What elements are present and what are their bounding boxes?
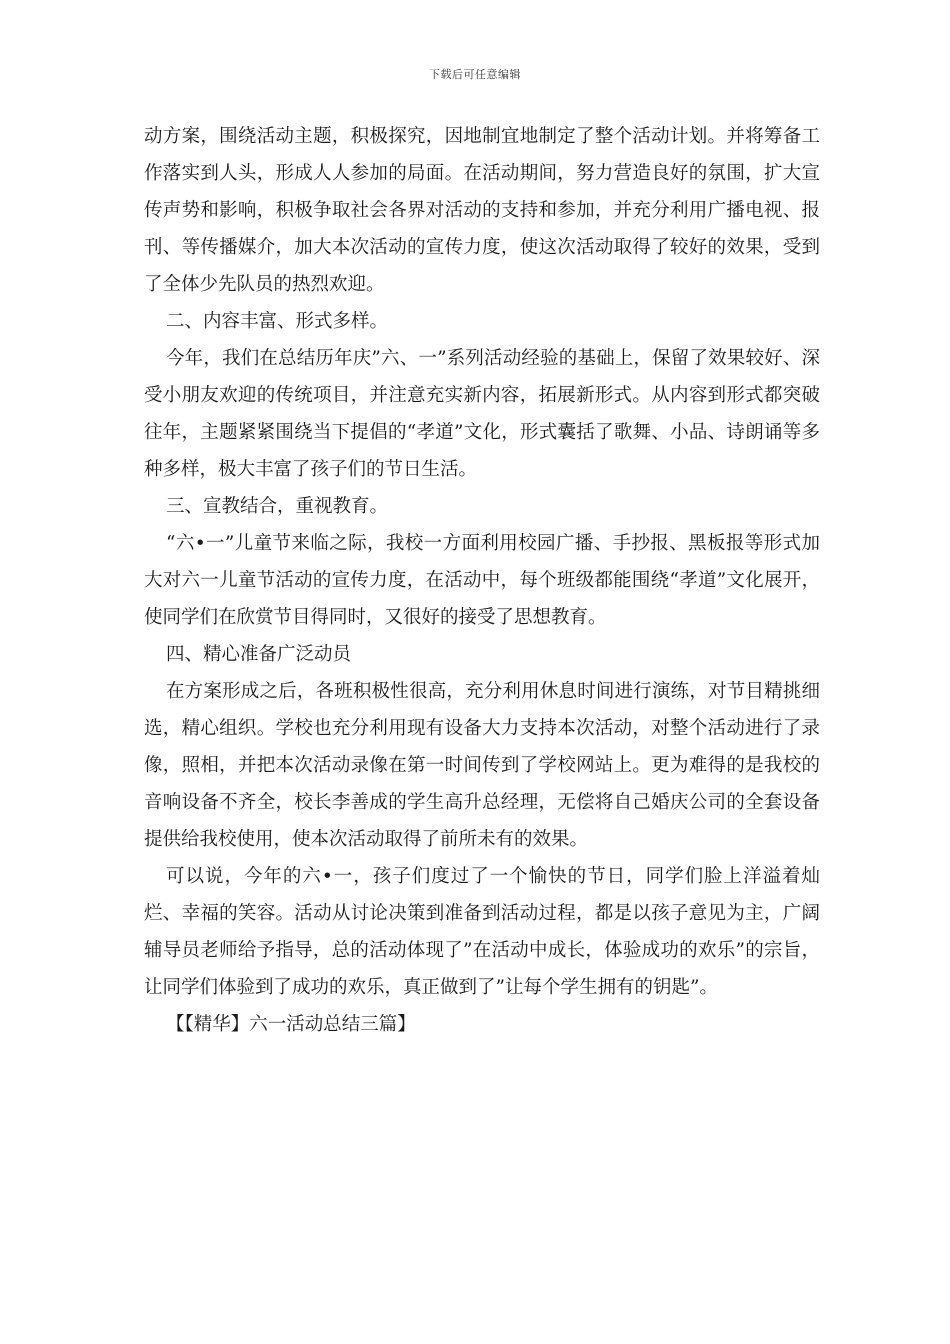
paragraph-preparation: 在方案形成之后，各班积极性很高，充分利用休息时间进行演练，对节目精挑细选，精心组织。学校也充分利用现有设备大力支持本次活动，对整个活动进行了录像，照相，并把本次活动录像在第一时间传到了学校网站上。更为难得的是我校的音响设备不齐全，校长李善成的学生高升总经理，无偿将自己婚庆公司的全套设备提供给我校使用，使本次活动取得了前所未有的效果。: [144, 681, 820, 850]
paragraph-education: “六•一”儿童节来临之际，我校一方面利用校园广播、手抄报、黑板报等形式加大对六一儿童节活动的宣传力度，在活动中，每个班级都能围绕“孝道”文化展开，使同学们在欣赏节目得同时，又很好的接受了思想教育。: [144, 533, 820, 628]
section-heading-content: 二、内容丰富、形式多样。: [166, 311, 389, 332]
paragraph-conclusion: 可以说，今年的六•一，孩子们度过了一个愉快的节日，同学们脸上洋溢着灿烂、幸福的笑容。活动从讨论决策到准备到活动过程，都是以孩子意见为主，广阔辅导员老师给予指导，总的活动体现了”在活动中成长，体验成功的欢乐”的宗旨，让同学们体验到了成功的欢乐，真正做到了”让每个学生拥有的钥匙”。: [144, 866, 820, 998]
section-heading-preparation: 四、精心准备广泛动员: [166, 644, 352, 665]
document-footer-title: 【【精华】六一活动总结三篇】: [166, 1014, 416, 1035]
page-header-note: 下载后可任意编辑: [429, 68, 521, 81]
paragraph-content-form: 今年，我们在总结历年庆”六、一”系列活动经验的基础上，保留了效果较好、深受小朋友欢迎的传统项目，并注意充实新内容，拓展新形式。从内容到形式都突破往年，主题紧紧围绕当下提倡的“孝道”文化，形式囊括了歌舞、小品、诗朗诵等多种多样，极大丰富了孩子们的节日生活。: [144, 348, 820, 480]
document-body: [144, 118, 820, 1043]
paragraph-activity-plan: 动方案，围绕活动主题，积极探究，因地制宜地制定了整个活动计划。并将筹备工作落实到人头，形成人人参加的局面。在活动期间，努力营造良好的氛围，扩大宣传声势和影响，积极争取社会各界对活动的支持和参加，并充分利用广播电视、报刊、等传播媒介，加大本次活动的宣传力度，使这次活动取得了较好的效果，受到了全体少先队员的热烈欢迎。: [144, 126, 820, 295]
section-heading-education: 三、宣教结合，重视教育。: [166, 496, 389, 517]
